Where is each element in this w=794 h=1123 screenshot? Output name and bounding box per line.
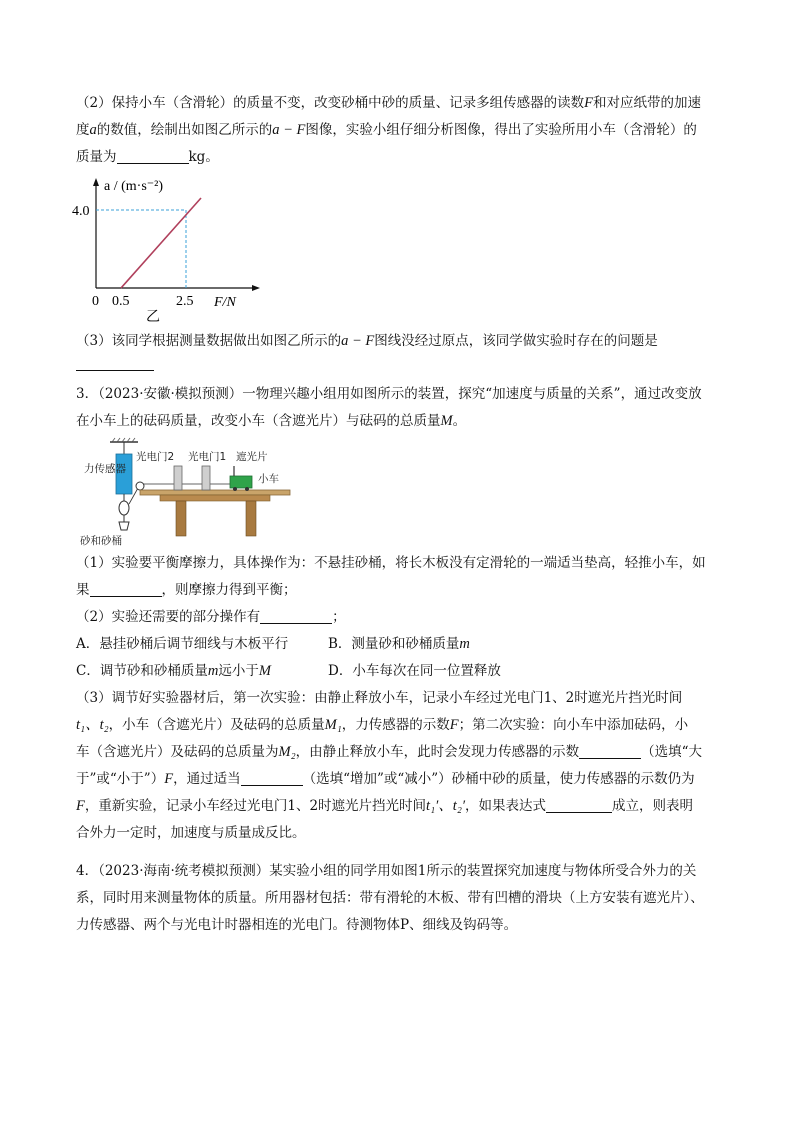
label-bucket: 砂和砂桶 (80, 535, 122, 547)
origin-label: 0 (92, 294, 99, 309)
option-c: C．调节砂和砂桶质量m远小于M (76, 663, 271, 679)
photogate-2 (174, 466, 182, 490)
answer-blank-balance[interactable] (90, 580, 162, 597)
y-axis-label: a / (m·s⁻²) (104, 179, 164, 194)
x-axis-label: F/N (214, 295, 236, 310)
table-leg-left (176, 501, 186, 536)
x-tick-2.5: 2.5 (176, 294, 194, 309)
x-tick-0.5: 0.5 (112, 294, 130, 309)
answer-blank-problem[interactable] (76, 370, 154, 371)
graph-a-F (70, 172, 290, 322)
answer-blank-mass[interactable] (117, 147, 189, 164)
option-a: A．悬挂砂桶后调节细线与木板平行 (76, 636, 289, 652)
fixed-pulley (136, 482, 144, 490)
q2-text: （2）保持小车（含滑轮）的质量不变，改变砂桶中砂的质量、记录多组传感器的读数F和对应纸带的加速 度a的数值，绘制出如图乙所示的a − F图像，实验小组仔细分析图像，得出了实验所用小车（含滑轮）的 质量为 kg。 (76, 95, 701, 165)
table-leg-right (246, 501, 256, 536)
cart (230, 476, 252, 488)
answer-blank-operation[interactable] (260, 607, 332, 624)
p3-body: （1）实验要平衡摩擦力，具体操作为：不悬挂砂桶，将长木板没有定滑轮的一端适当垫高，轻推小车，如 果 ，则摩擦力得到平衡； （2）实验还需要的部分操作有 ； A．悬挂砂桶后调节细线与木板平行 B．测量砂和砂桶质量m C．调节砂和砂桶质量m远小于M D．小车每次在同一位置释放 （3）调节好实验器材后，第一次实验：由静止释放小车，记录小车经过光电门1、2时遮光片挡光时间 t₁、t₂，小车（含遮光片）及砝码的总质量M₁，力传感器的示数F；第二次实验：向小车中添加砝码，小 车（含遮光片）及砝码的总质量为M₂，由静止释放小车，此时会发现力传感器的示数 （选填“大 于”或“小于”）F，通过适当 （选填“增加”或“减小”）砂桶中砂的质量，使力传感器的示数仍为 F，重新实验，记录小车经过光电门1、2时遮光片挡光时间t₁′、t₂′，如果表达式 成立，则表明 合外力一定时，加速度与质量成反比。 (76, 555, 706, 841)
label-force-sensor: 力传感器 (84, 463, 126, 475)
a-F-line (121, 198, 201, 288)
answer-blank-compare[interactable] (579, 742, 641, 759)
movable-pulley (119, 501, 129, 515)
q3-text: （3）该同学根据测量数据做出如图乙所示的a − F图线没经过原点，该同学做实验时存在的问题是 (76, 333, 658, 349)
y-axis-arrow (93, 178, 99, 186)
apparatus-diagram (80, 436, 300, 548)
graph-caption: 乙 (146, 310, 160, 322)
sand-bucket (119, 522, 129, 530)
x-axis-arrow (252, 285, 260, 291)
var-F: F (584, 95, 593, 111)
photogate-1 (202, 466, 210, 490)
var-a-F: a − F (272, 122, 306, 138)
label-cart: 小车 (258, 473, 279, 485)
q2-line1: （2）保持小车（含滑轮）的质量不变，改变砂桶中砂的质量、记录多组传感器的读数 (76, 95, 585, 111)
table-top (160, 495, 270, 501)
label-shade: 遮光片 (236, 451, 268, 463)
p4-text: 4．（2023·海南·统考模拟预测）某实验小组的同学用如图1所示的装置探究加速度与物体所受合外力的关 系，同时用来测量物体的质量。所用器材包括：带有滑轮的木板、带有凹槽的滑块（上方安装有遮光片）、 力传感器、两个与光电计时器相连的光电门。待测物体P、细线及钩码等。 (76, 863, 704, 933)
label-gate2: 光电门2 (136, 451, 175, 463)
option-b: B．测量砂和砂桶质量m (328, 636, 470, 652)
answer-blank-adjust[interactable] (241, 769, 303, 786)
y-tick-4: 4.0 (72, 204, 90, 219)
option-d: D．小车每次在同一位置释放 (328, 663, 501, 679)
p3-intro: 3．（2023·安徽·模拟预测）一物理兴趣小组用如图所示的装置，探究“加速度与质量的关系”，通过改变放 在小车上的砝码质量，改变小车（含遮光片）与砝码的总质量M。 (76, 386, 702, 429)
long-board (140, 490, 290, 495)
var-a: a (89, 122, 97, 138)
label-gate1: 光电门1 (188, 451, 227, 463)
answer-blank-expression[interactable] (546, 796, 612, 813)
